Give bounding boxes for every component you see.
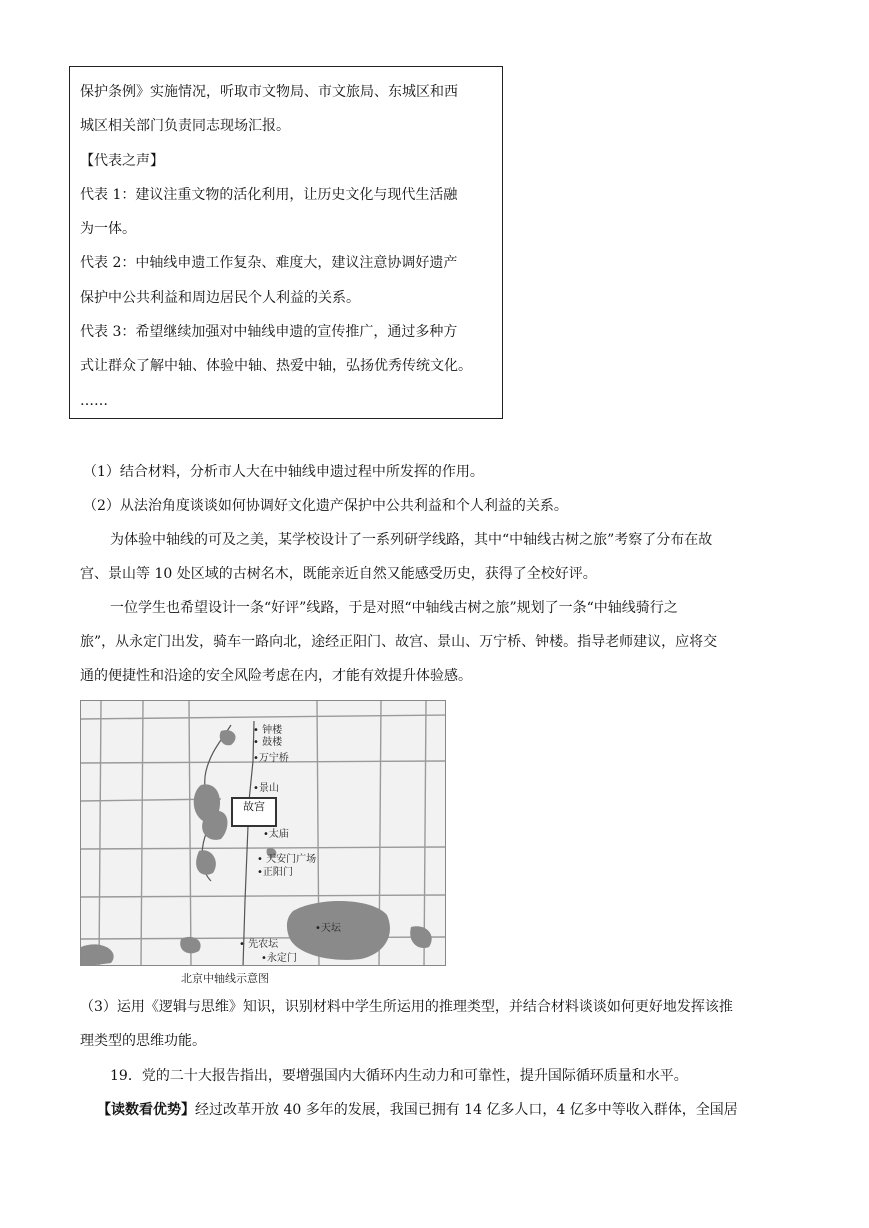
box-line: 代表 2：中轴线申遗工作复杂、难度大，建议注意协调好遗产 [80, 255, 458, 272]
landmark-gulou: • 鼓楼 [253, 737, 283, 748]
landmark-tiananmen: • 天安门广场 [257, 854, 317, 865]
landmark-xiannongtan: • 先农坛 [239, 939, 279, 950]
material-text: 经过改革开放 40 多年的发展，我国已拥有 14 亿多人口，4 亿多中等收入群体，全国居 [195, 1102, 738, 1118]
question-19: 19．党的二十大报告指出，要增强国内大循环内生动力和可靠性，提升国际循环质量和水平。 [110, 1068, 688, 1084]
question-2: （2）从法治角度谈谈如何协调好文化遗产保护中公共利益和个人利益的关系。 [83, 498, 568, 514]
axis-map-figure [80, 700, 446, 990]
axis-map [80, 700, 446, 966]
question-3-line: 理类型的思维功能。 [80, 1033, 206, 1049]
passage-line: 宫、景山等 10 处区域的古树名木，既能亲近自然又能感受历史，获得了全校好评。 [80, 566, 597, 582]
map-caption: 北京中轴线示意图 [181, 972, 269, 985]
passage-line: 旅”，从永定门出发，骑车一路向北，途经正阳门、故宫、景山、万宁桥、钟楼。指导老师建议，应将交 [80, 634, 718, 650]
passage-line: 通的便捷性和沿途的安全风险考虑在内，才能有效提升体验感。 [80, 668, 472, 684]
landmark-zhengyangmen: •正阳门 [257, 867, 293, 878]
landmark-gugong: 故宫 [231, 797, 277, 827]
material-box [69, 66, 503, 419]
question-19-material [97, 1093, 738, 1127]
landmark-jingshan: •景山 [253, 783, 279, 794]
landmark-wanningqiao: •万宁桥 [253, 753, 289, 764]
passage-line: 为体验中轴线的可及之美，某学校设计了一系列研学线路，其中“中轴线古树之旅”考察了分布在故 [110, 532, 713, 548]
box-line: 城区相关部门负责同志现场汇报。 [80, 118, 290, 135]
passage [80, 523, 794, 693]
question-3-line: （3）运用《逻辑与思维》知识，识别材料中学生所运用的推理类型，并结合材料谈谈如何更好地发挥该推 [80, 999, 733, 1015]
landmark-yongdingmen: •永定门 [261, 953, 297, 964]
box-line: 【代表之声】 [80, 152, 164, 169]
landmark-zhonglou: • 钟楼 [253, 725, 283, 736]
passage-line: 一位学生也希望设计一条“好评”线路，于是对照“中轴线古树之旅”规划了一条“中轴线骑行之 [110, 600, 678, 616]
material-label: 【读数看优势】 [97, 1102, 195, 1118]
box-line: 保护条例》实施情况，听取市文物局、市文旅局、东城区和西 [80, 84, 458, 100]
box-line: 为一体。 [80, 221, 136, 238]
question-3 [80, 990, 794, 1058]
question-1: （1）结合材料，分析市人大在中轴线申遗过程中所发挥的作用。 [83, 464, 484, 480]
landmark-tiantan: •天坛 [315, 923, 341, 934]
landmark-taimiao: •太庙 [263, 829, 289, 840]
box-line: …… [80, 392, 108, 409]
box-line: 代表 1：建议注重文物的活化利用，让历史文化与现代生活融 [80, 186, 458, 203]
box-line: 代表 3：希望继续加强对中轴线申遗的宣传推广，通过多种方 [80, 324, 458, 341]
box-line: 保护中公共利益和周边居民个人利益的关系。 [80, 289, 360, 306]
box-line: 式让群众了解中轴、体验中轴、热爱中轴，弘扬优秀传统文化。 [80, 358, 472, 375]
